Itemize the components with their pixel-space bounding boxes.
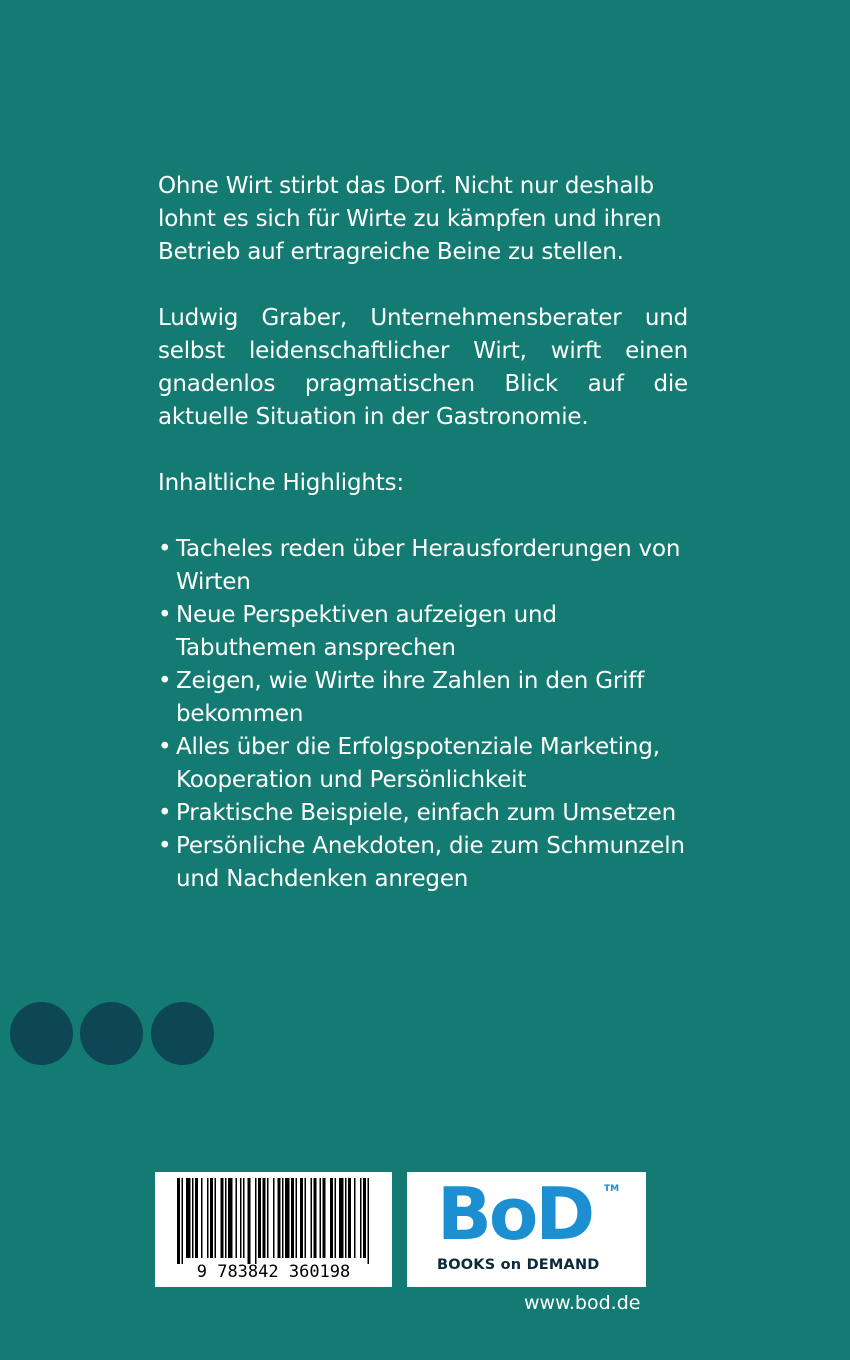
list-item: • Neue Perspektiven aufzeigen und Tabuthemen ansprechen xyxy=(158,599,688,665)
barcode-bar xyxy=(215,1178,217,1258)
barcode-bar xyxy=(207,1178,209,1258)
intro-paragraph: Ohne Wirt stirbt das Dorf. Nicht nur deshalb lohnt es sich für Wirte zu kämpfen und ihren Betrieb auf ertragreiche Beine zu stellen. xyxy=(158,173,662,265)
barcode-bar xyxy=(240,1178,242,1258)
barcode-bar xyxy=(278,1178,281,1258)
barcode-bar xyxy=(267,1178,269,1258)
barcode-bar xyxy=(201,1178,203,1258)
highlights-heading: Inhaltliche Highlights: xyxy=(158,470,404,496)
barcode-bar xyxy=(291,1178,294,1258)
dot-circle-icon xyxy=(10,1002,73,1065)
barcode-bar xyxy=(305,1178,307,1258)
barcode-bar xyxy=(314,1178,317,1258)
barcode-bar xyxy=(195,1178,198,1258)
bod-logo-text: BoD xyxy=(437,1172,593,1256)
barcode-bar xyxy=(258,1178,261,1258)
barcode-bar xyxy=(177,1178,180,1264)
barcode-bar xyxy=(225,1178,227,1258)
barcode-bar xyxy=(296,1178,298,1258)
barcode-bar xyxy=(339,1178,344,1258)
barcode-bar xyxy=(210,1178,213,1258)
list-item: • Tacheles reden über Herausforderungen von Wirten xyxy=(158,533,688,599)
barcode-bar xyxy=(192,1178,194,1258)
barcode-digits: 9 783842 360198 xyxy=(196,1262,351,1282)
barcode-bar xyxy=(243,1178,245,1258)
barcode-bar xyxy=(236,1178,238,1258)
barcode-bar xyxy=(248,1178,251,1264)
barcode-bar xyxy=(263,1178,266,1258)
barcode-bar xyxy=(300,1178,303,1258)
publisher-logo xyxy=(407,1172,646,1287)
dot-circle-icon xyxy=(80,1002,143,1065)
dot-circle-icon xyxy=(151,1002,214,1065)
barcode-bar xyxy=(335,1178,337,1258)
barcode-bar xyxy=(221,1178,224,1258)
barcode-bar xyxy=(360,1178,362,1258)
barcode-bar xyxy=(363,1178,366,1258)
barcode-bar xyxy=(348,1178,351,1258)
barcode-bar xyxy=(345,1178,347,1258)
barcode-bar xyxy=(330,1178,333,1258)
barcode-bar xyxy=(368,1178,370,1264)
list-item: • Zeigen, wie Wirte ihre Zahlen in den Griff bekommen xyxy=(158,665,688,731)
barcode-bar xyxy=(186,1178,191,1258)
barcode-bar xyxy=(323,1178,326,1258)
barcode-bar xyxy=(273,1178,275,1258)
publisher-tagline: BOOKS on DEMAND xyxy=(437,1257,600,1273)
blurb-text xyxy=(158,170,688,896)
highlights-list xyxy=(158,533,688,896)
barcode-bar xyxy=(354,1178,356,1258)
barcode-bar xyxy=(228,1178,233,1258)
trademark-mark: TM xyxy=(604,1184,620,1194)
list-item: • Praktische Beispiele, einfach zum Umsetzen xyxy=(158,797,688,830)
barcode-bar xyxy=(311,1178,313,1258)
author-paragraph: Ludwig Graber, Unternehmensberater und selbst leidenschaftlicher Wirt, wirft einen gnadenlos pragmatischen Blick auf die aktuelle Situation in der Gastronomie. xyxy=(158,305,688,430)
barcode-bar xyxy=(182,1178,184,1264)
barcode-bar xyxy=(255,1178,257,1264)
barcode-bar xyxy=(320,1178,322,1258)
barcode-bar xyxy=(282,1178,284,1258)
list-item: • Alles über die Erfolgspotenziale Marketing, Kooperation und Persönlichkeit xyxy=(158,731,688,797)
barcode-bar xyxy=(285,1178,290,1258)
isbn-barcode xyxy=(155,1172,392,1287)
publisher-url: www.bod.de xyxy=(524,1292,641,1314)
list-item: • Persönliche Anekdoten, die zum Schmunzeln und Nachdenken anregen xyxy=(158,830,688,896)
